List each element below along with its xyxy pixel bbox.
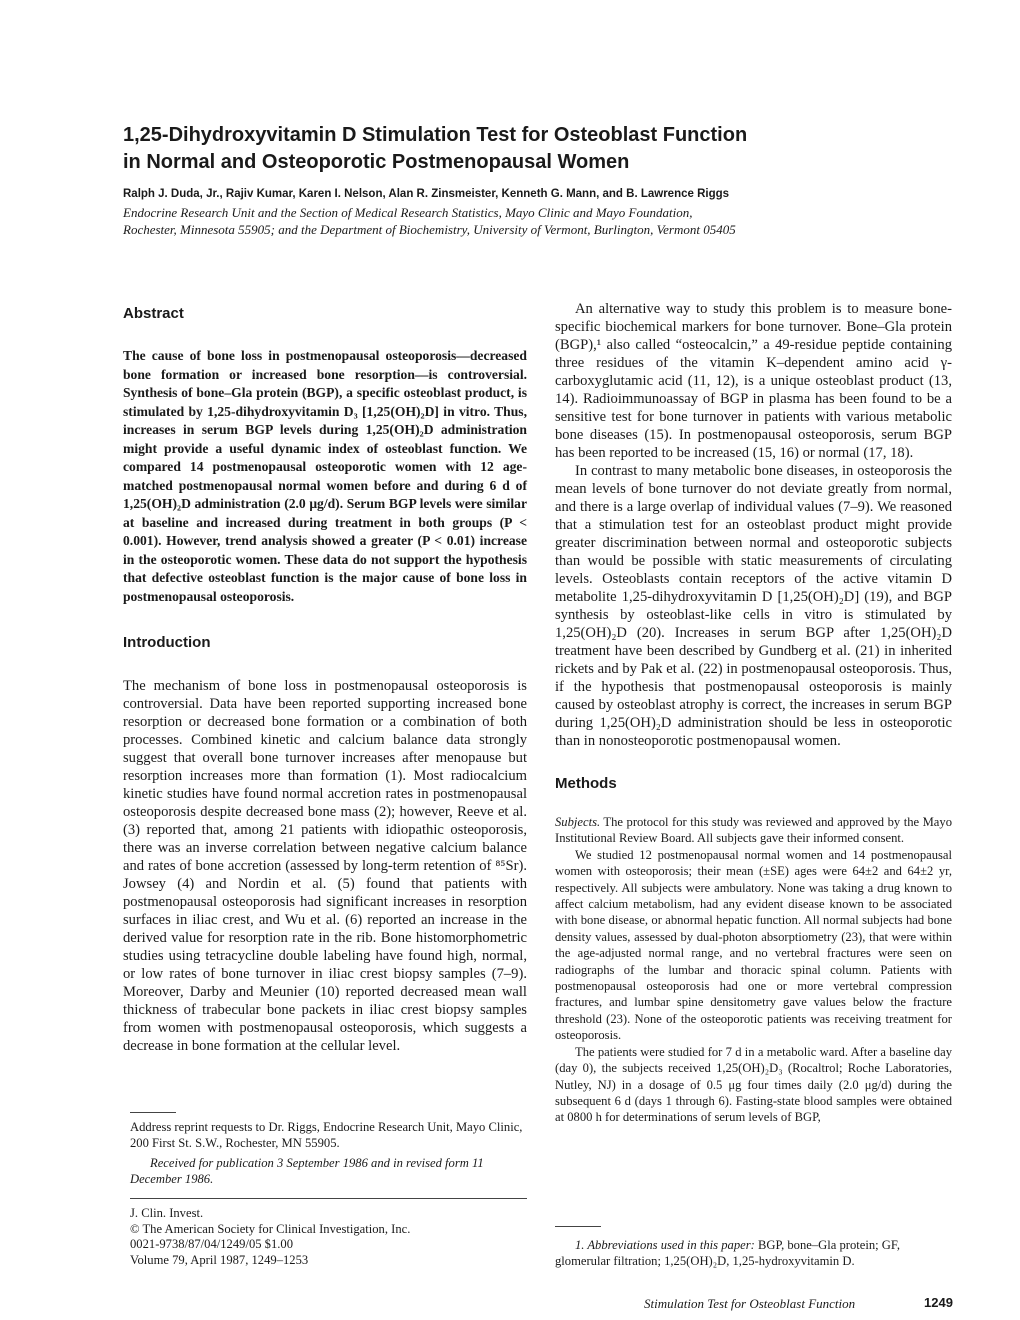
page-number: 1249 — [924, 1295, 953, 1310]
copyright-line: © The American Society for Clinical Investigation, Inc. — [130, 1221, 411, 1236]
reprint-note: Address reprint requests to Dr. Riggs, Endocrine Research Unit, Mayo Clinic, 200 First St. S.W., Rochester, MN 55905. — [130, 1120, 523, 1150]
intro-para-bgp: An alternative way to study this problem is to measure bone-specific biochemical markers for bone turnover. Bone–Gla protein (BGP),¹ also called “osteocalcin,” a 49-residue peptide containing three residues of the vitamin K–dependent amino acid γ-carboxyglutamic acid (11, 12), is a unique osteoblast product (13, 14). Radioimmunoassay of BGP in plasma has been found to be a sensitive test for bone turnover in patients with various metabolic bone diseases (15). In postmenopausal osteoporosis, serum BGP has been reported to be increased (15, 16) or normal (17, 18). — [555, 301, 952, 461]
issn-line: 0021-9738/87/04/1249/05 $1.00 — [130, 1237, 294, 1252]
methods-para-population: We studied 12 postmenopausal normal women and 14 postmenopausal women with osteoporosis; their mean (±SE) ages were 64±2 and 64±2 yr, respectively. All subjects were ambulatory. None was taking a drug known to affect calcium metabolism, had any evident disease known to be associated with bone disease, or abnormal hepatic function. All normal subjects had bone density values, assessed by dual-photon absorptiometry (23), that were within the age-adjusted normal range, and no vertebral fractures were seen on radiographs of the lumbar and thoracic spinal column. Patients with postmenopausal osteoporosis had one or more vertebral compression fractures, and lumbar spine densitometry gave values below the fracture threshold (23). None of the osteoporotic patients was receiving treatment for osteoporosis. — [555, 847, 952, 1043]
received-note: Received for publication 3 September 1986 and in revised form 11 December 1986. — [130, 1156, 484, 1186]
author-list: Ralph J. Duda, Jr., Rajiv Kumar, Karen I. Nelson, Alan R. Zinsmeister, Kenneth G. Mann, and B. Lawrence Riggs — [123, 188, 730, 200]
abstract-text: The cause of bone loss in postmenopausal osteoporosis—decreased bone formation or increased bone resorption—is controversial. Synthesis of bone–Gla protein (BGP), a specific osteoblast product, is stimulated by 1,25-dihydroxyvitamin D₃ [1,25(OH)₂D] in vitro. Thus, increases in serum BGP levels during 1,25(OH)₂D administration might provide a useful dynamic index of osteoblast function. We compared 14 postmenopausal osteoporotic women with 12 age-matched postmenopausal normal women before and during 6 d of 1,25(OH)₂D administration (2.0 μg/d). Serum BGP levels were similar at baseline and increased during treatment in both groups (P < 0.001). However, trend analysis showed a greater (P < 0.01) increase in the osteoporotic women. These data do not support the hypothesis that defective osteoblast function is the major cause of bone loss in postmenopausal osteoporosis. — [123, 348, 527, 604]
methods-subjects — [555, 814, 952, 847]
left-note-rule — [130, 1112, 176, 1113]
affiliation-line-1: Endocrine Research Unit and the Section of Medical Research Statistics, Mayo Clinic and Mayo Foundation, — [123, 205, 693, 220]
journal-info — [130, 1206, 527, 1268]
journal-name: J. Clin. Invest. — [130, 1206, 204, 1220]
abstract-heading: Abstract — [123, 305, 184, 322]
introduction-heading: Introduction — [123, 634, 211, 651]
footnote-text: BGP, bone–Gla protein; GF, glomerular filtration; 1,25(OH)₂D, 1,25-hydroxyvitamin D. — [555, 1238, 901, 1268]
right-column — [555, 300, 952, 1126]
affiliation — [123, 204, 923, 238]
footnote — [555, 1238, 952, 1269]
methods-heading: Methods — [555, 775, 617, 792]
subjects-text: The protocol for this study was reviewed and approved by the Mayo Institutional Review Board. All subjects gave their informed consent. — [555, 815, 952, 846]
left-column — [123, 300, 527, 1055]
introduction-text: The mechanism of bone loss in postmenopausal osteoporosis is controversial. Data have been reported supporting increased bone resorption or decreased bone formation or a combination of both processes. Combined kinetic and calcium balance data strongly suggest that overall bone turnover increases after menopause but resorption increases more than formation (1). Most radiocalcium kinetic studies have found normal accretion rates in postmenopausal osteoporosis despite decreased bone mass (2); however, Reeve et al. (3) reported that, among 21 patients with idiopathic osteoporosis, there was an inverse correlation between negative calcium balance and rates of bone accretion (assessed by long-term retention of ⁸⁵Sr). Jowsey (4) and Nordin et al. (5) found that patients with postmenopausal osteoporosis had significant increases in resorption surfaces in iliac crest, and Wu et al. (6) reported an increase in the derived value for resorption rate in the rib. Bone histomorphometric studies using tetracycline double labeling have found high, normal, or low rates of bone turnover in iliac crest biopsy samples (7–9). Moreover, Darby and Meunier (10) reported decreased mean wall thickness of trabecular bone packets in iliac crest biopsy samples from women with postmenopausal osteoporosis, which suggests a decrease in bone formation at the cellular level. — [123, 678, 527, 1054]
footnote-rule — [555, 1226, 601, 1227]
volume-line: Volume 79, April 1987, 1249–1253 — [130, 1252, 309, 1267]
footnote-label: 1. Abbreviations used in this paper: — [575, 1238, 755, 1252]
intro-para-stimulation: In contrast to many metabolic bone diseases, in osteoporosis the mean levels of bone turnover do not deviate greatly from normal, and there is a large overlap of individual values (7–9). We reasoned that a stimulation test for an osteoblast product might provide greater discrimination between normal and osteoporotic subjects than would be possible with static measurements of circulating levels. Osteoblasts contain receptors of the active vitamin D metabolite 1,25-dihydroxyvitamin D [1,25(OH)₂D] (19), and BGP synthesis by osteoblast-like cells in vitro is stimulated by 1,25(OH)₂D (20). Increases in serum BGP after 1,25(OH)₂D treatment have been described by Gundberg et al. (21) in inherited rickets and by Pak et al. (22) in postmenopausal osteoporosis. Thus, if the hypothesis that postmenopausal osteoporosis is mainly caused by osteoblast atrophy is correct, the increases in serum BGP during 1,25(OH)₂D administration should be less in osteoporotic than in nonosteoporotic postmenopausal women. — [555, 463, 952, 749]
article-title — [123, 122, 923, 176]
methods-para-protocol: The patients were studied for 7 d in a metabolic ward. After a baseline day (day 0), the subjects received 1,25(OH)₂D₃ (Rocaltrol; Roche Laboratories, Nutley, NJ) in a dosage of 0.5 μg four times daily (2.0 μg/d) during the subsequent 6 d (days 1 through 6). Fasting-state blood samples were obtained at 0800 h for determinations of serum levels of BGP, — [555, 1044, 952, 1125]
title-line-1: 1,25-Dihydroxyvitamin D Stimulation Test for Osteoblast Function — [123, 124, 748, 146]
affiliation-line-2: Rochester, Minnesota 55905; and the Department of Biochemistry, University of Vermont, Burlington, Vermont 05405 — [123, 222, 736, 237]
subjects-label: Subjects. — [555, 815, 601, 829]
running-footer: Stimulation Test for Osteoblast Function — [644, 1296, 856, 1311]
title-line-2: in Normal and Osteoporotic Postmenopausal Women — [123, 151, 630, 173]
journal-info-rule — [130, 1198, 527, 1199]
